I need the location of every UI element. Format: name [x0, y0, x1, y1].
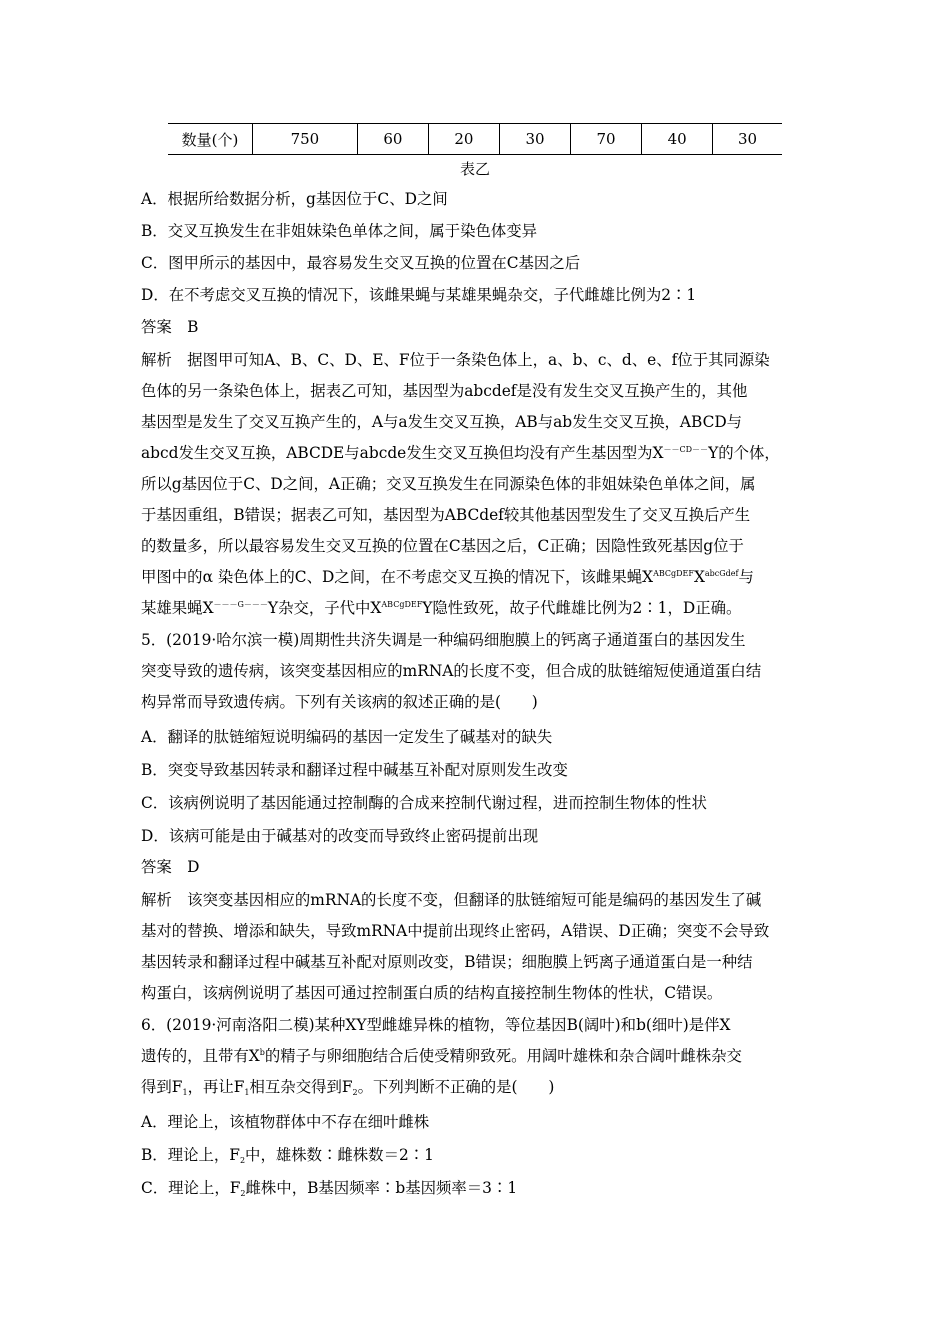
table-cell: 30 [499, 124, 570, 155]
q5-answer: 答案 D [141, 858, 200, 876]
q5-explanation-line: 解析 该突变基因相应的mRNA的长度不变，但翻译的肽链缩短可能是编码的基因发生了碱 [141, 891, 762, 909]
q6-option-a: A．理论上，该植物群体中不存在细叶雌株 [141, 1113, 430, 1131]
q4-explanation-line: 某雄果蝇$X^{---G---}Y$杂交，子代中$X^{ABCgDEF}Y$隐性致死，故子代雌雄比例为2∶1，D正确。 [141, 599, 742, 617]
q5-option-c: C．该病例说明了基因能通过控制酶的合成来控制代谢过程，进而控制生物体的性状 [141, 794, 707, 812]
q4-explanation-line: 色体的另一条染色体上，据表乙可知，基因型为abcdef是没有发生交叉互换产生的，其他 [141, 382, 748, 400]
q4-option-b: B．交叉互换发生在非姐妹染色单体之间，属于染色体变异 [141, 222, 538, 240]
q4-option-c: C．图甲所示的基因中，最容易发生交叉互换的位置在C基因之后 [141, 254, 581, 272]
q4-explanation-line: 的数量多，所以最容易发生交叉互换的位置在C基因之后，C正确；因隐性致死基因g位于 [141, 537, 744, 555]
generation-subscript: 2 [352, 1088, 358, 1097]
q4-explanation-line: 甲图中的α 染色体上的C、D之间，在不考虑交叉互换的情况下，该雌果蝇$X^{ABCgDEF}X^{abcGdef}$与 [141, 568, 754, 586]
table-header-cell: 数量(个) [168, 124, 253, 155]
table-cell: 20 [428, 124, 499, 155]
q5-option-d: D．该病可能是由于碱基对的改变而导致终止密码提前出现 [141, 827, 539, 845]
table-cell: 30 [713, 124, 782, 155]
q4-explanation-line: 基因型是发生了交叉互换产生的，A与a发生交叉互换，AB与ab发生交叉互换，ABCD与 [141, 413, 743, 431]
genotype-superscript: ABCgDEF [653, 569, 694, 578]
q6-option-c: C．理论上，$F_2$雌株中，B基因频率∶b基因频率＝3∶1 [141, 1179, 518, 1198]
genotype-superscript: ABCgDEF [381, 600, 423, 609]
q6-stem-line: 6．(2019·河南洛阳二模)某种XY型雌雄异株的植物，等位基因B(阔叶)和b(细叶)是伴X [141, 1016, 731, 1034]
q4-option-a: A．根据所给数据分析，g基因位于C、D之间 [141, 190, 448, 208]
q5-option-b: B．突变导致基因转录和翻译过程中碱基互补配对原则发生改变 [141, 761, 568, 779]
table-caption: 表乙 [459, 160, 490, 178]
q5-explanation-line: 基对的替换、增添和缺失，导致mRNA中提前出现终止密码，A错误、D正确；突变不会导致 [141, 922, 770, 940]
q5-stem-line: 突变导致的遗传病，该突变基因相应的mRNA的长度不变，但合成的肽链缩短使通道蛋白结 [141, 662, 762, 680]
q5-option-a: A．翻译的肽链缩短说明编码的基因一定发生了碱基对的缺失 [141, 728, 553, 746]
q6-stem-line: 遗传的，且带有$X^b$的精子与卵细胞结合后使受精卵致死。用阔叶雄株和杂合阔叶雌株杂交 [141, 1047, 742, 1065]
table-cell: 70 [571, 124, 642, 155]
q5-stem-line: 构异常而导致遗传病。下列有关该病的叙述正确的是( ) [141, 693, 538, 711]
table-cell: 750 [253, 124, 358, 155]
count-table [168, 123, 782, 155]
generation-subscript: 2 [239, 1156, 246, 1165]
table-row [168, 124, 782, 155]
q4-option-d: D．在不考虑交叉互换的情况下，该雌果蝇与某雄果蝇杂交，子代雌雄比例为2∶1 [141, 286, 697, 304]
q6-stem-line: 得到$F_1$，再让$F_1$相互杂交得到$F_2$。下列判断不正确的是( ) [141, 1078, 555, 1097]
q4-explanation-line: 于基因重组，B错误；据表乙可知，基因型为ABCdef较其他基因型发生了交叉互换后产生 [141, 506, 751, 524]
q4-answer: 答案 B [141, 318, 199, 336]
genotype-superscript: －－CD－－ [663, 445, 709, 454]
generation-subscript: 1 [244, 1088, 250, 1097]
q4-explanation-line: 解析 据图甲可知A、B、C、D、E、F位于一条染色体上，a、b、c、d、e、f位于其同源染 [141, 351, 770, 369]
table-cell: 60 [357, 124, 428, 155]
q5-explanation-line: 构蛋白，该病例说明了基因可通过控制蛋白质的结构直接控制生物体的性状，C错误。 [141, 984, 723, 1002]
q6-option-b: B．理论上，$F_2$中，雄株数∶雌株数＝2∶1 [141, 1146, 434, 1165]
genotype-superscript: abcGdef [704, 569, 739, 578]
table-cell: 40 [642, 124, 713, 155]
generation-subscript: 1 [182, 1088, 188, 1097]
genotype-superscript: －－－G－－－ [213, 600, 268, 609]
q4-explanation-line: 所以g基因位于C、D之间，A正确；交叉互换发生在同源染色体的非姐妹染色单体之间，属 [141, 475, 756, 493]
q4-explanation-line: abcd发生交叉互换，ABCDE与abcde发生交叉互换但均没有产生基因型为$X^{--CD--}Y$的个体， [141, 444, 780, 462]
q5-stem-line: 5．(2019·哈尔滨一模)周期性共济失调是一种编码细胞膜上的钙离子通道蛋白的基因发生 [141, 631, 746, 649]
generation-subscript: 2 [240, 1189, 246, 1198]
genotype-superscript: b [259, 1048, 265, 1057]
q5-explanation-line: 基因转录和翻译过程中碱基互补配对原则改变，B错误；细胞膜上钙离子通道蛋白是一种结 [141, 953, 753, 971]
